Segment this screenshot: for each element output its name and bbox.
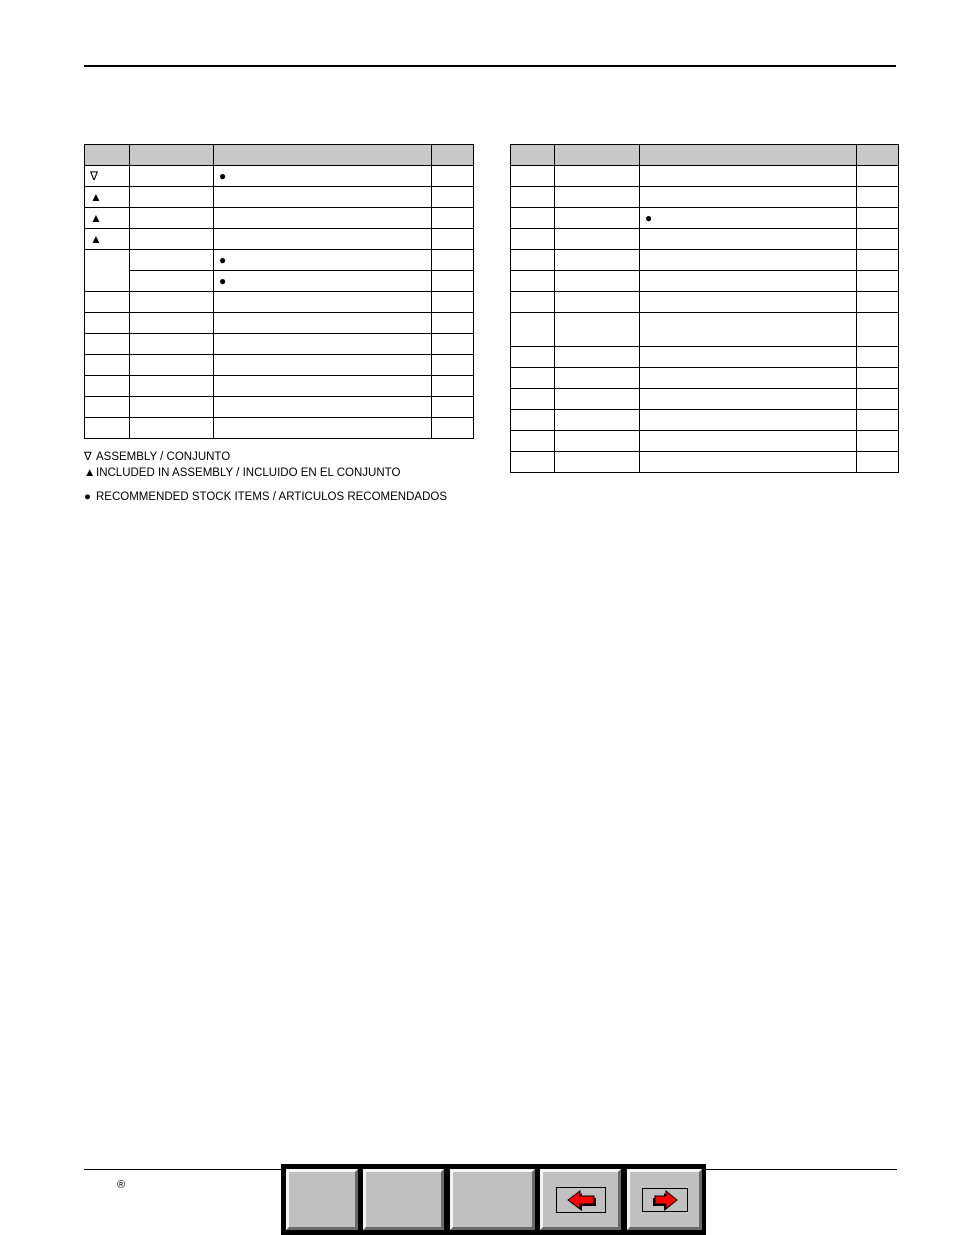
table-row	[511, 347, 899, 368]
assembly-symbol: ∇	[84, 451, 92, 463]
ref-cell	[511, 208, 555, 229]
header-cell-description	[214, 145, 432, 166]
ref-cell	[511, 368, 555, 389]
part-cell	[130, 271, 214, 292]
qty-cell	[857, 313, 899, 347]
description-cell	[640, 368, 857, 389]
qty-cell	[857, 271, 899, 292]
ref-cell	[511, 431, 555, 452]
part-cell	[130, 229, 214, 250]
table-row	[511, 271, 899, 292]
qty-cell	[432, 313, 474, 334]
description-cell	[640, 347, 857, 368]
table-row	[511, 368, 899, 389]
qty-cell	[857, 187, 899, 208]
included-marker: ▲	[85, 208, 130, 229]
recommended-dot: ●	[214, 250, 432, 271]
header-cell-part	[555, 145, 640, 166]
recommended-dot: ●	[214, 166, 432, 187]
qty-cell	[857, 389, 899, 410]
legend-included-text: INCLUDED IN ASSEMBLY / INCLUIDO EN EL CONJUNTO	[96, 467, 401, 479]
nav-button-3[interactable]	[450, 1169, 535, 1230]
table-row	[85, 292, 474, 313]
merged-ref-cell	[85, 250, 130, 292]
nav-button-1[interactable]	[286, 1169, 358, 1230]
qty-cell	[432, 292, 474, 313]
parts-table-right	[510, 144, 899, 473]
part-cell	[555, 368, 640, 389]
part-cell	[130, 166, 214, 187]
legend-included	[84, 467, 400, 479]
legend-recommended	[84, 491, 447, 503]
ref-cell	[85, 397, 130, 418]
previous-arrow-frame	[556, 1187, 606, 1213]
part-cell	[130, 292, 214, 313]
part-cell	[130, 313, 214, 334]
header-cell-part	[130, 145, 214, 166]
table-row	[85, 355, 474, 376]
qty-cell	[432, 376, 474, 397]
qty-cell	[432, 397, 474, 418]
header-cell-qty	[857, 145, 899, 166]
qty-cell	[857, 368, 899, 389]
ref-cell	[511, 292, 555, 313]
part-cell	[130, 208, 214, 229]
part-cell	[555, 208, 640, 229]
header-cell-description	[640, 145, 857, 166]
qty-cell	[432, 166, 474, 187]
ref-cell	[85, 418, 130, 439]
nav-button-2[interactable]	[363, 1169, 444, 1230]
part-cell	[130, 334, 214, 355]
part-cell	[555, 292, 640, 313]
qty-cell	[432, 355, 474, 376]
ref-cell	[511, 347, 555, 368]
part-cell	[555, 347, 640, 368]
description-cell	[640, 271, 857, 292]
qty-cell	[432, 208, 474, 229]
part-cell	[130, 355, 214, 376]
table-row-tall	[511, 313, 899, 347]
ref-cell	[511, 271, 555, 292]
ref-cell	[85, 376, 130, 397]
part-cell	[130, 376, 214, 397]
description-cell	[640, 431, 857, 452]
table-row	[511, 452, 899, 473]
table-row	[85, 397, 474, 418]
qty-cell	[857, 250, 899, 271]
part-cell	[555, 431, 640, 452]
ref-cell	[511, 313, 555, 347]
table-row	[511, 292, 899, 313]
qty-cell	[857, 347, 899, 368]
description-cell	[214, 187, 432, 208]
qty-cell	[857, 208, 899, 229]
description-cell	[640, 452, 857, 473]
description-cell	[640, 313, 857, 347]
part-cell	[555, 410, 640, 431]
description-cell	[640, 389, 857, 410]
part-cell	[555, 389, 640, 410]
navigation-bar	[281, 1164, 706, 1235]
included-marker: ▲	[85, 229, 130, 250]
table-row	[85, 250, 474, 271]
table-header-row	[511, 145, 899, 166]
table-row	[511, 166, 899, 187]
part-cell	[555, 250, 640, 271]
description-cell	[214, 208, 432, 229]
table-row	[511, 229, 899, 250]
table-row	[511, 187, 899, 208]
included-symbol: ▲	[84, 467, 96, 479]
part-cell	[130, 250, 214, 271]
part-cell	[555, 229, 640, 250]
qty-cell	[432, 334, 474, 355]
legend-assembly-text: ASSEMBLY / CONJUNTO	[96, 451, 231, 463]
description-cell	[640, 166, 857, 187]
part-cell	[555, 166, 640, 187]
description-cell	[214, 334, 432, 355]
qty-cell	[857, 452, 899, 473]
qty-cell	[857, 166, 899, 187]
qty-cell	[857, 431, 899, 452]
qty-cell	[432, 187, 474, 208]
table-row	[85, 418, 474, 439]
qty-cell	[432, 229, 474, 250]
part-cell	[130, 418, 214, 439]
description-cell	[640, 410, 857, 431]
recommended-symbol: ●	[84, 491, 91, 503]
qty-cell	[432, 418, 474, 439]
description-cell	[214, 418, 432, 439]
part-cell	[555, 187, 640, 208]
ref-cell	[511, 229, 555, 250]
qty-cell	[432, 271, 474, 292]
header-cell-qty	[432, 145, 474, 166]
ref-cell	[85, 292, 130, 313]
previous-page-button[interactable]	[540, 1169, 621, 1230]
description-cell	[214, 355, 432, 376]
assembly-marker: ∇	[85, 166, 130, 187]
part-cell	[130, 397, 214, 418]
table-row	[85, 313, 474, 334]
description-cell	[214, 292, 432, 313]
qty-cell	[857, 410, 899, 431]
ref-cell	[85, 355, 130, 376]
legend-assembly	[84, 449, 230, 463]
registered-mark: ®	[117, 1179, 126, 1191]
recommended-dot: ●	[640, 208, 857, 229]
next-page-button[interactable]	[627, 1169, 702, 1230]
left-arrow-icon	[557, 1188, 605, 1212]
table-row	[511, 431, 899, 452]
part-cell	[555, 271, 640, 292]
ref-cell	[511, 452, 555, 473]
table-header-row	[85, 145, 474, 166]
next-arrow-frame	[642, 1188, 688, 1212]
table-row	[511, 410, 899, 431]
header-cell-ref	[85, 145, 130, 166]
included-marker: ▲	[85, 187, 130, 208]
part-cell	[555, 313, 640, 347]
table-row	[85, 229, 474, 250]
part-cell	[130, 187, 214, 208]
right-arrow-icon	[643, 1189, 687, 1211]
part-cell	[555, 452, 640, 473]
ref-cell	[511, 166, 555, 187]
description-cell	[640, 250, 857, 271]
ref-cell	[511, 187, 555, 208]
description-cell	[640, 187, 857, 208]
qty-cell	[857, 292, 899, 313]
qty-cell	[432, 250, 474, 271]
table-row	[85, 187, 474, 208]
legend-recommended-text: RECOMMENDED STOCK ITEMS / ARTICULOS RECOMENDADOS	[96, 491, 448, 503]
parts-table-left	[84, 144, 474, 439]
description-cell	[214, 313, 432, 334]
description-cell	[640, 292, 857, 313]
table-row	[85, 271, 474, 292]
header-rule	[84, 65, 896, 67]
qty-cell	[857, 229, 899, 250]
recommended-dot: ●	[214, 271, 432, 292]
ref-cell	[511, 389, 555, 410]
table-row	[511, 250, 899, 271]
description-cell	[214, 376, 432, 397]
table-row	[85, 334, 474, 355]
ref-cell	[85, 334, 130, 355]
table-row	[85, 208, 474, 229]
description-cell	[214, 229, 432, 250]
header-cell-ref	[511, 145, 555, 166]
ref-cell	[511, 410, 555, 431]
table-row	[85, 166, 474, 187]
table-row	[511, 208, 899, 229]
description-cell	[640, 229, 857, 250]
description-cell	[214, 397, 432, 418]
ref-cell	[511, 250, 555, 271]
ref-cell	[85, 313, 130, 334]
table-row	[511, 389, 899, 410]
table-row	[85, 376, 474, 397]
